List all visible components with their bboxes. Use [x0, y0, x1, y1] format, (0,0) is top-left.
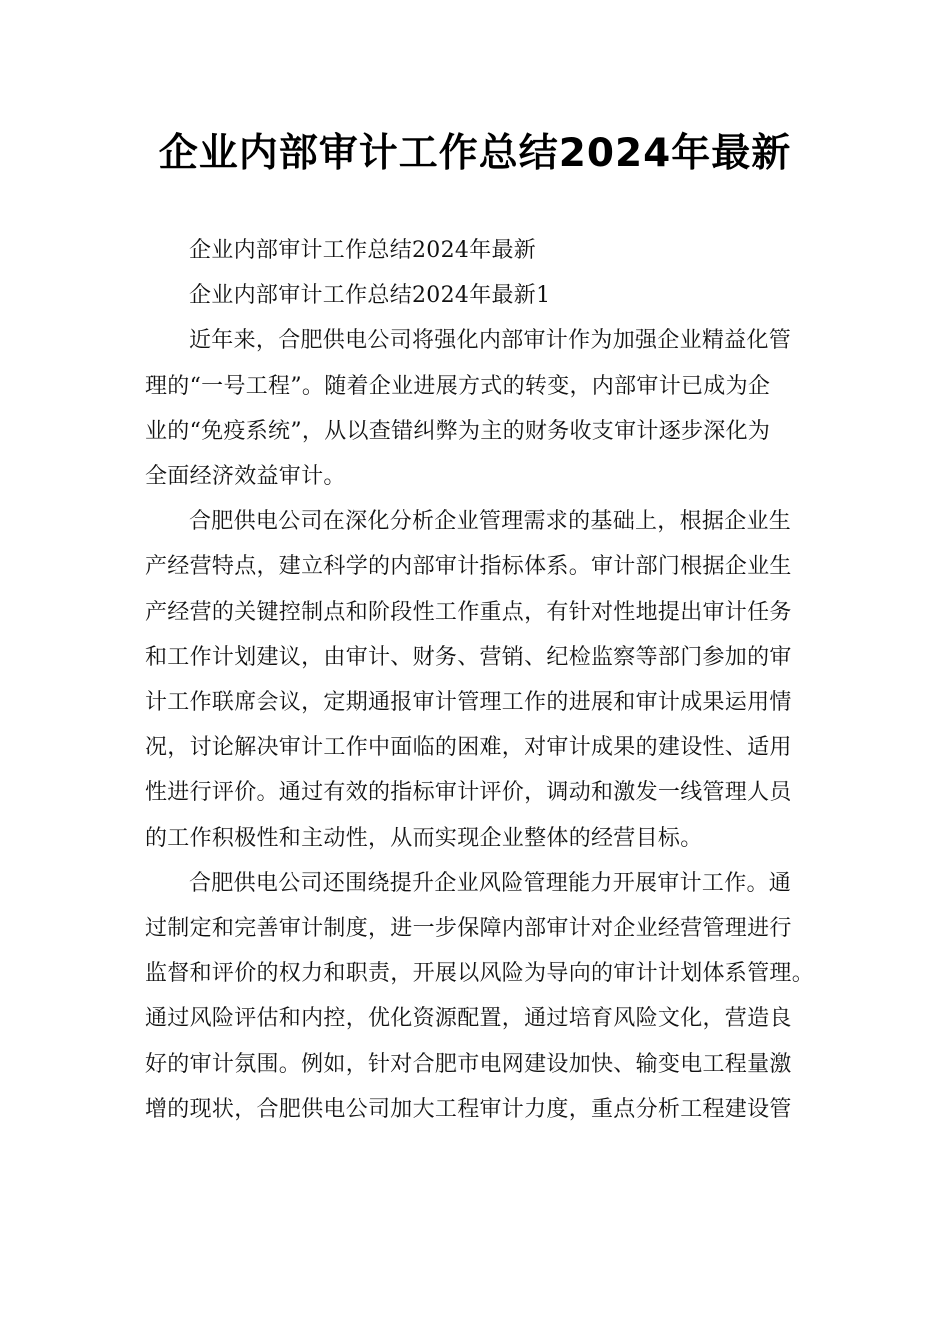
document-body — [145, 228, 815, 1132]
document-title: 企业内部审计工作总结2024年最新 — [158, 131, 792, 176]
body-paragraph: 近年来，合肥供电公司将强化内部审计作为加强企业精益化管 理的“一号工程”。随着企业进展方式的转变，内部审计已成为企 业的“免疫系统”，从以查错纠弊为主的财务收支审计逐步深化为 全面经济效益审计。 — [145, 328, 792, 490]
body-paragraph: 合肥供电公司在深化分析企业管理需求的基础上，根据企业生 产经营特点，建立科学的内部审计指标体系。审计部门根据企业生 产经营的关键控制点和阶段性工作重点，有针对性地提出审计任务 和工作计划建议，由审计、财务、营销、纪检监察等部门参加的审 计工作联席会议，定期通报审计管理工作的进展和审计成果运用情 况，讨论解决审计工作中面临的困难，对审计成果的建设性、适用 性进行评价。通过有效的指标审计评价，调动和激发一线管理人员 的工作积极性和主动性，从而实现企业整体的经营目标。 — [145, 509, 792, 851]
subtitle-line: 企业内部审计工作总结2024年最新 — [189, 238, 537, 263]
section-heading-line: 企业内部审计工作总结2024年最新1 — [189, 283, 551, 309]
body-paragraph: 合肥供电公司还围绕提升企业风险管理能力开展审计工作。通 过制定和完善审计制度，进一步保障内部审计对企业经营管理进行 监督和评价的权力和职责，开展以风险为导向的审计计划体系管理。 通过风险评估和内控，优化资源配置，通过培育风险文化，营造良 好的审计氛围。例如，针对合肥市电网建设加快、输变电工程量激 增的现状，合肥供电公司加大工程审计力度，重点分析工程建设管 — [145, 870, 815, 1122]
